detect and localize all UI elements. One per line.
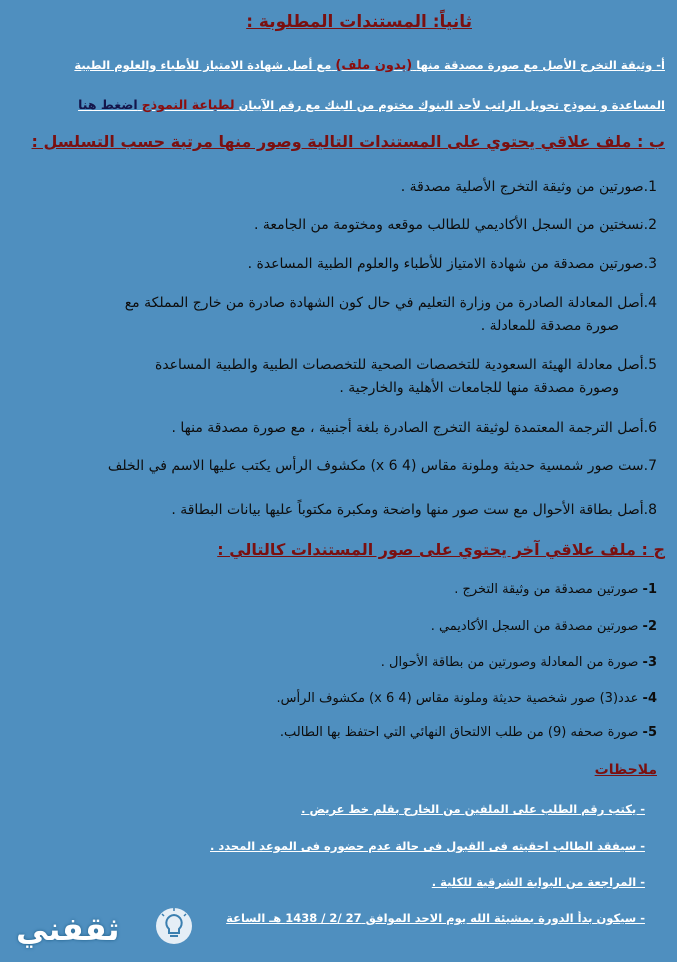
item-text: أصل الترجمة المعتمدة لوثيقة التخرج الصادرة بلغة أجنبية ، مع صورة مصدقة منها . [171,420,644,436]
section-b-item-6 [10,417,657,440]
item-text: ست صور شمسية حديثة وملونة مقاس (4 x 6) مكشوف الرأس يكتب عليها الاسم في الخلف [107,458,644,474]
lightbulb-icon [154,906,194,950]
item-number: 5. [643,357,657,373]
section-a-line2-part1: المساعدة و نموذج تحويل الراتب لأحد البنوك مختوم من البنك مع رقم الآيبان [238,98,665,112]
section-b-item-5-cont: وصورة مصدقة منها للجامعات الأهلية والخارجية . [339,380,619,396]
site-logo [14,906,189,956]
section-b-item-3 [10,253,657,276]
section-b-title: ب : ملف علاقي يحتوي على المستندات التالية وصور منها مرتبة حسب التسلسل : [31,132,665,151]
section-a-line1-part1: أ- وثيقة التخرج الأصل مع صورة مصدقة منها [416,58,665,72]
logo-text: ثقفني [16,910,120,948]
click-here-link[interactable]: اضغط هنا [78,97,138,112]
note-4: - سيكون بدأ الدورة بمشيئة الله يوم الاحد الموافق 27 /2 / 1438 هـ الساعة [226,911,645,925]
item-text: صورتين مصدقة من شهادة الامتياز للأطباء والعلوم الطبية المساعدة . [247,256,644,272]
section-b-item-2 [10,214,657,237]
section-c-title: ج : ملف علاقي آخر يحتوي على صور المستندات كالتالي : [217,540,665,559]
item-number: 7. [643,458,657,474]
item-number: 3- [642,655,657,670]
item-text: أصل بطاقة الأحوال مع ست صور منها واضحة ومكبرة مكتوباً عليها بيانات البطاقة . [171,502,644,518]
section-b-item-8 [10,499,657,522]
note-3: - المراجعة من البوابة الشرقية للكلية . [431,875,645,889]
section-a-title: ثانياً: المستندات المطلوبة : [246,12,472,32]
section-a-line1 [74,58,665,73]
section-a-line1-part3: مع أصل شهادة الامتياز للأطباء والعلوم الطبية [74,58,332,72]
notes-title: ملاحظات [594,762,657,778]
section-c-item-5 [10,723,657,743]
section-c-item-4 [10,689,657,709]
section-c-item-1 [10,580,657,600]
item-number: 8. [643,502,657,518]
section-b-item-5 [10,354,657,377]
item-text: صورتين مصدقة من السجل الأكاديمي . [430,619,639,634]
item-number: 4. [643,295,657,311]
section-b-item-1 [10,176,657,199]
note-2: - سيفقد الطالب احقيته فى القبول فى حالة عدم حضوره فى الموعد المحدد . [210,839,645,853]
item-number: 1- [642,582,657,597]
section-c-item-2 [10,617,657,637]
no-file-note: (بدون ملف) [335,58,413,73]
item-number: 4- [642,691,657,706]
item-number: 3. [643,256,657,272]
item-text: صورتين من وثيقة التخرج الأصلية مصدقة . [400,179,644,195]
section-a-line2 [78,97,665,112]
item-text: صورتين مصدقة من وثيقة التخرج . [454,582,639,597]
item-text: أصل المعادلة الصادرة من وزارة التعليم في حال كون الشهادة صادرة من خارج المملكة مع [124,295,644,311]
item-text: صورة صحفه (9) من طلب الالتحاق النهائي التي احتفظ بها الطالب. [279,725,639,740]
section-b-item-4 [10,292,657,315]
item-text: عدد(3) صور شخصية حديثة وملونة مقاس (4 x 6) مكشوف الرأس. [276,691,639,706]
item-number: 2- [642,619,657,634]
section-c-item-3 [10,653,657,673]
item-number: 5- [642,725,657,740]
item-text: نسختين من السجل الأكاديمي للطالب موقعه ومختومة من الجامعة . [253,217,644,233]
item-number: 2. [643,217,657,233]
section-b-item-4-cont: صورة مصدقة للمعادلة . [480,318,619,334]
item-text: صورة من المعادلة وصورتين من بطاقة الأحوال . [380,655,639,670]
item-number: 6. [643,420,657,436]
note-1: - يكتب رقم الطلب على الملفين من الخارج بقلم خط عريض . [301,802,645,816]
item-text: أصل معادلة الهيئة السعودية للتخصصات الصحية للتخصصات الطبية والطبية المساعدة [155,357,644,373]
print-form-link[interactable]: لطباعة النموذج [141,97,235,112]
item-number: 1. [643,179,657,195]
section-b-item-7 [10,455,657,477]
